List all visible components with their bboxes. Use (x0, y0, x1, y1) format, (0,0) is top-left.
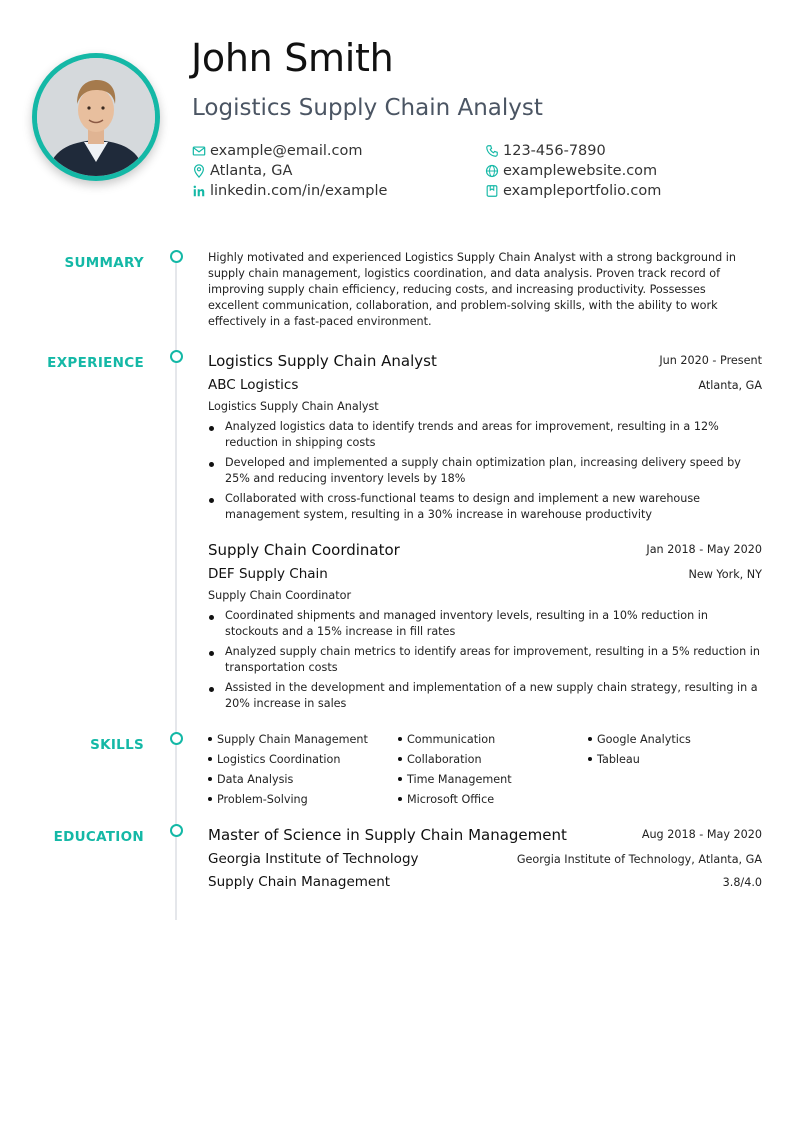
list-item: Developed and implemented a supply chain optimization plan, increasing delivery speed by 25% and reducing inventory levels by 18% (208, 455, 762, 487)
timeline-dot-summary (170, 250, 183, 263)
skill-item: Supply Chain Management (208, 733, 368, 753)
avatar (37, 58, 155, 176)
contact-portfolio[interactable] (485, 183, 661, 199)
job-dates-1: Jun 2020 - Present (659, 354, 762, 367)
list-item: Coordinated shipments and managed inventory levels, resulting in a 10% reduction in stockouts and a 15% increase in fill rates (208, 608, 762, 640)
phone-text: 123-456-7890 (503, 143, 606, 159)
website-text: examplewebsite.com (503, 163, 658, 179)
contact-location (192, 163, 292, 179)
email-text: example@email.com (210, 143, 363, 159)
skill-item: Logistics Coordination (208, 753, 368, 773)
portfolio-text: exampleportfolio.com (503, 183, 662, 199)
contact-phone[interactable] (485, 143, 606, 159)
list-item: Analyzed logistics data to identify trends and areas for improvement, resulting in a 12% reduction in shipping costs (208, 419, 762, 451)
job-company-1: ABC Logistics (208, 377, 299, 393)
section-title-experience: EXPERIENCE (47, 355, 144, 371)
gpa: 3.8/4.0 (722, 876, 762, 889)
job-bullets-1 (208, 419, 762, 527)
contact-linkedin[interactable] (192, 183, 387, 199)
school-name: Georgia Institute of Technology (208, 851, 419, 867)
linkedin-text: linkedin.com/in/example (210, 183, 388, 199)
skills-column-1 (208, 733, 368, 813)
person-name: John Smith (191, 36, 394, 80)
summary-text: Highly motivated and experienced Logistics Supply Chain Analyst with a strong background in supply chain management, logistics coordination, and data analysis. Proven track record of improving supply chain efficiency, reducing costs, and increasing productivity. Possesses excellent communication, collaboration, and problem-solving skills, with the ability to work effectively in a fast-paced environment. (208, 251, 736, 328)
job-location-1: Atlanta, GA (698, 379, 762, 392)
skill-item: Google Analytics (588, 733, 691, 753)
list-item: Assisted in the development and implementation of a new supply chain strategy, resulting in a 20% increase in sales (208, 680, 762, 712)
portfolio-icon (485, 184, 499, 198)
skill-item: Communication (398, 733, 512, 753)
location-pin-icon (192, 164, 206, 178)
list-item: Analyzed supply chain metrics to identify areas for improvement, resulting in a 5% reduction in transportation costs (208, 644, 762, 676)
section-title-summary: SUMMARY (64, 255, 144, 271)
skills-column-3 (588, 733, 691, 773)
timeline-dot-skills (170, 732, 183, 745)
section-title-skills: SKILLS (90, 737, 144, 753)
list-item: Collaborated with cross-functional teams to design and implement a new warehouse management system, resulting in a 30% increase in warehouse productivity (208, 491, 762, 523)
timeline-dot-experience (170, 350, 183, 363)
job-role-2: Supply Chain Coordinator (208, 589, 352, 602)
skill-item: Time Management (398, 773, 512, 793)
section-title-education: EDUCATION (53, 829, 144, 845)
job-title-1: Logistics Supply Chain Analyst (208, 352, 437, 370)
skill-item: Tableau (588, 753, 691, 773)
contact-email[interactable] (192, 143, 362, 159)
education-dates: Aug 2018 - May 2020 (641, 828, 762, 841)
skills-column-2 (398, 733, 512, 813)
timeline-dot-education (170, 824, 183, 837)
job-dates-2: Jan 2018 - May 2020 (646, 543, 762, 556)
degree-title: Master of Science in Supply Chain Management (208, 826, 567, 844)
linkedin-icon (192, 184, 206, 198)
contact-website[interactable] (485, 163, 657, 179)
mail-icon (192, 144, 206, 158)
skill-item: Collaboration (398, 753, 512, 773)
skill-item: Microsoft Office (398, 793, 512, 813)
job-bullets-2 (208, 608, 762, 716)
job-role-1: Logistics Supply Chain Analyst (208, 400, 379, 413)
job-title: Logistics Supply Chain Analyst (192, 95, 543, 121)
field-of-study: Supply Chain Management (208, 874, 391, 890)
skill-item: Data Analysis (208, 773, 368, 793)
job-location-2: New York, NY (688, 568, 762, 581)
job-title-2: Supply Chain Coordinator (208, 541, 400, 559)
school-location: Georgia Institute of Technology, Atlanta, GA (516, 853, 762, 866)
job-company-2: DEF Supply Chain (208, 566, 328, 582)
globe-icon (485, 164, 499, 178)
skill-item: Problem-Solving (208, 793, 368, 813)
location-text: Atlanta, GA (210, 163, 293, 179)
profile-photo (37, 58, 155, 176)
phone-icon (485, 144, 499, 158)
